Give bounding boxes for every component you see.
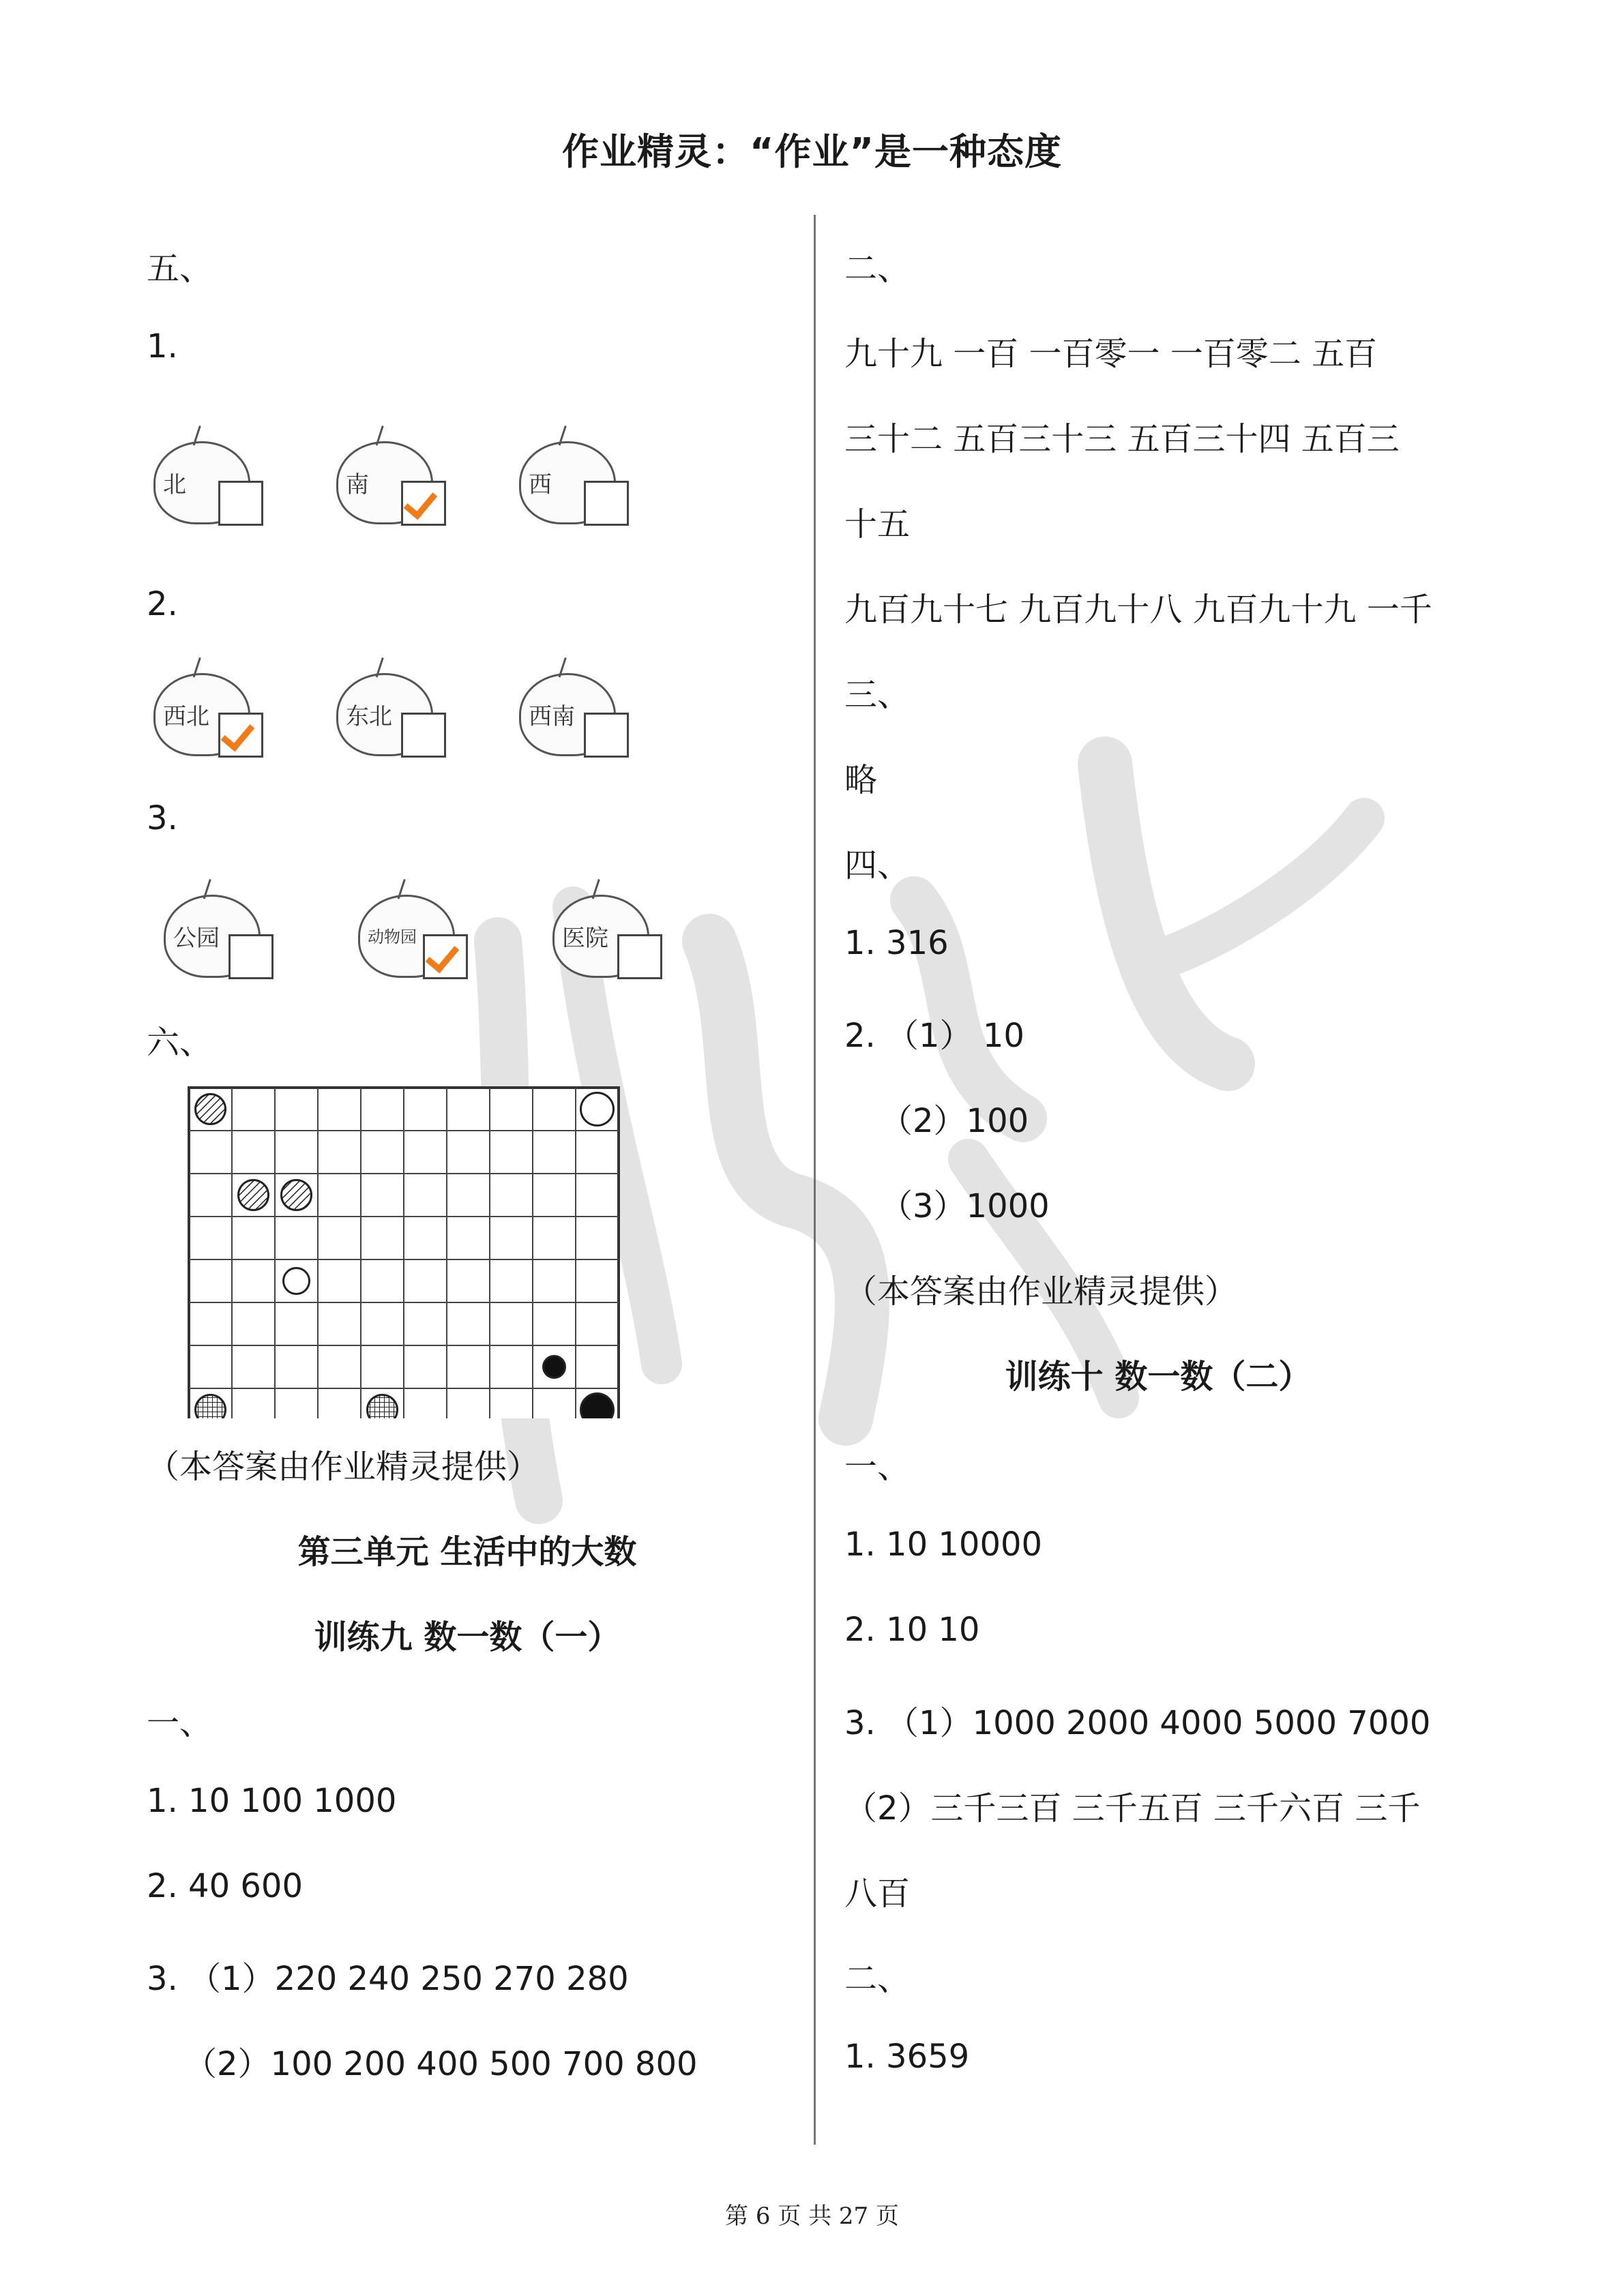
answer-line: 3. （1）1000 2000 4000 5000 7000 xyxy=(844,1704,1431,1742)
answer-line: 2. 40 600 xyxy=(147,1867,304,1905)
answer-line: 2. 10 10 xyxy=(844,1611,980,1649)
chess-grid xyxy=(179,1077,622,1418)
answer-checkbox[interactable] xyxy=(617,934,662,979)
apple-label: 南 xyxy=(346,471,369,498)
answer-note: （本答案由作业精灵提供） xyxy=(147,1448,540,1486)
answer-checkbox[interactable] xyxy=(423,934,468,979)
apple-label: 医院 xyxy=(562,925,608,952)
answer-line: 九十九 一百 一百零一 一百零二 五百 xyxy=(844,335,1378,373)
chess-piece-hatched xyxy=(282,1180,312,1210)
apple-card xyxy=(552,880,655,979)
apple-label: 西 xyxy=(529,471,552,498)
answer-checkbox[interactable] xyxy=(228,934,274,979)
chess-piece-mesh xyxy=(196,1395,226,1419)
apple-card xyxy=(519,426,621,525)
chess-piece-mesh xyxy=(368,1395,398,1419)
chess-piece-solid xyxy=(581,1394,614,1419)
section-five-label: 五、 xyxy=(147,250,213,288)
page-footer: 第 6 页 共 27 页 xyxy=(725,2203,899,2230)
apple-card xyxy=(336,658,439,757)
answer-line: 三十二 五百三十三 五百三十四 五百三 xyxy=(844,420,1400,458)
answer-line: 十五 xyxy=(844,505,911,543)
answer-line: （2）100 xyxy=(880,1102,1029,1140)
answer-checkbox[interactable] xyxy=(584,481,629,526)
chess-piece-hatched xyxy=(196,1094,226,1124)
apple-label: 西南 xyxy=(529,703,575,730)
answer-line: （2）100 200 400 500 700 800 xyxy=(184,2045,698,2083)
apple-card xyxy=(336,426,439,525)
answer-line: （2）三千三百 三千五百 三千六百 三千 xyxy=(844,1789,1421,1828)
answer-checkbox[interactable] xyxy=(218,481,263,526)
answer-checkbox[interactable] xyxy=(218,713,263,758)
section-one-label: 一、 xyxy=(844,1448,911,1486)
chess-piece-hatched xyxy=(239,1180,269,1210)
apple-label: 北 xyxy=(163,471,186,498)
answer-line: 2. （1） 10 xyxy=(844,1017,1024,1055)
checkmark-icon xyxy=(221,717,255,752)
page-title: 作业精灵：“作业”是一种态度 xyxy=(562,130,1062,173)
lesson-title: 训练十 数一数（二） xyxy=(1005,1358,1312,1396)
section-two-label: 二、 xyxy=(844,1960,911,1998)
answer-line: 1. 10 10000 xyxy=(844,1525,1043,1564)
section-two-label: 二、 xyxy=(844,250,911,288)
answer-checkbox[interactable] xyxy=(401,713,446,758)
apple-card xyxy=(519,658,621,757)
apple-label: 公园 xyxy=(173,925,220,952)
section-four-label: 四、 xyxy=(844,846,911,884)
answer-line: 1. 3659 xyxy=(844,2038,970,2076)
answer-line: （3）1000 xyxy=(880,1187,1050,1225)
section-three-label: 三、 xyxy=(844,676,911,714)
unit-title: 第三单元 生活中的大数 xyxy=(297,1533,637,1571)
answer-line: 八百 xyxy=(844,1875,911,1913)
apple-label: 动物园 xyxy=(368,927,417,946)
answer-checkbox[interactable] xyxy=(401,481,446,526)
apple-card xyxy=(153,426,256,525)
apple-label: 西北 xyxy=(163,703,209,730)
answer-line: 3. （1）220 240 250 270 280 xyxy=(147,1960,629,1998)
answer-checkbox[interactable] xyxy=(584,713,629,758)
chess-piece-hollow xyxy=(581,1093,614,1126)
section-one-label: 一、 xyxy=(147,1704,213,1742)
section-six-label: 六、 xyxy=(147,1024,213,1062)
apple-label: 东北 xyxy=(346,703,392,730)
chess-piece-hollow xyxy=(284,1268,310,1294)
answer-line: 略 xyxy=(844,761,878,799)
question-3-label: 3. xyxy=(147,799,178,837)
apple-card xyxy=(164,880,266,979)
checkmark-icon xyxy=(404,485,438,520)
answer-line: 1. 10 100 1000 xyxy=(147,1782,397,1820)
chess-piece-solid xyxy=(544,1356,565,1378)
apple-card xyxy=(358,880,460,979)
answer-note: （本答案由作业精灵提供） xyxy=(844,1272,1238,1311)
answer-line: 1. 316 xyxy=(844,924,949,962)
lesson-title: 训练九 数一数（一） xyxy=(314,1618,621,1656)
answer-line: 九百九十七 九百九十八 九百九十九 一千 xyxy=(844,591,1432,629)
question-2-label: 2. xyxy=(147,585,178,623)
checkmark-icon xyxy=(426,938,460,974)
apple-card xyxy=(153,658,256,757)
question-1-label: 1. xyxy=(147,327,178,366)
